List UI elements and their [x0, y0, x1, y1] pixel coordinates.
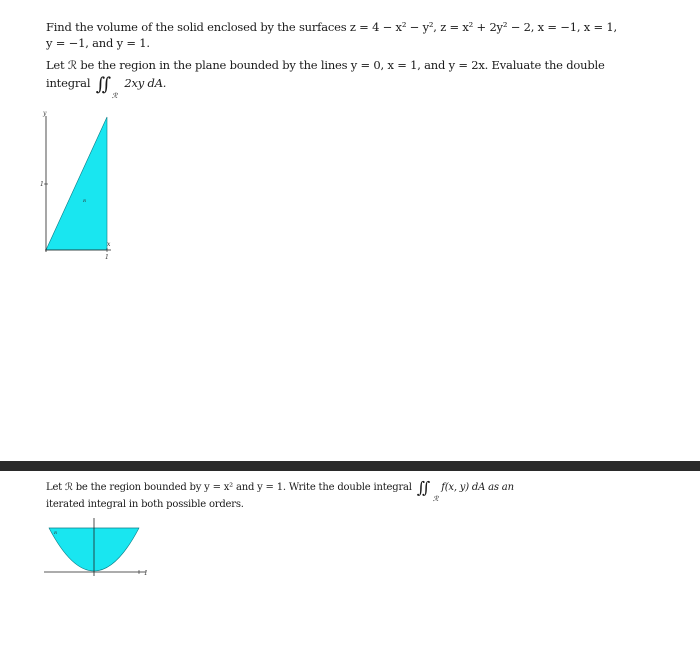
double-integral-sign: ∬ ℛ: [96, 77, 111, 93]
problem3-line1: [46, 478, 514, 503]
problem1-line1: Find the volume of the solid enclosed by the surfaces z = 4 − x² − y², z = x² + 2y² − 2, x = −1, x = 1,: [46, 20, 617, 34]
integrand: f(x, y) dA as an: [441, 482, 514, 493]
region-label: R: [83, 198, 87, 203]
y-axis-label: y: [43, 110, 47, 117]
y-tick-label: 1: [40, 181, 44, 188]
figure-parabola-region: [38, 514, 158, 584]
integral-region: ℛ: [432, 495, 439, 503]
region-fill: [46, 117, 107, 250]
integral-region: ℛ: [111, 92, 118, 100]
problem1-line2: y = −1, and y = 1.: [46, 36, 150, 50]
double-integral-sign: ∬ ℛ: [417, 480, 430, 496]
integral-prefix: integral: [46, 76, 91, 90]
region-label: R: [54, 530, 58, 535]
x-tick-label: 1: [144, 570, 148, 577]
x-axis-label: x: [107, 241, 111, 248]
x-tick-label: 1: [105, 254, 109, 261]
problem3-text: Let ℛ be the region bounded by y = x² and y = 1. Write the double integral: [46, 482, 412, 493]
section-divider: [0, 461, 700, 471]
problem2-line1: Let ℛ be the region in the plane bounded by the lines y = 0, x = 1, and y = 2x. Evaluate the double: [46, 58, 605, 72]
integrand: 2xy dA.: [124, 76, 167, 90]
figure-triangle-region: [35, 110, 115, 260]
problem2-line2: [46, 74, 167, 100]
problem3-line2: iterated integral in both possible orders.: [46, 499, 244, 510]
